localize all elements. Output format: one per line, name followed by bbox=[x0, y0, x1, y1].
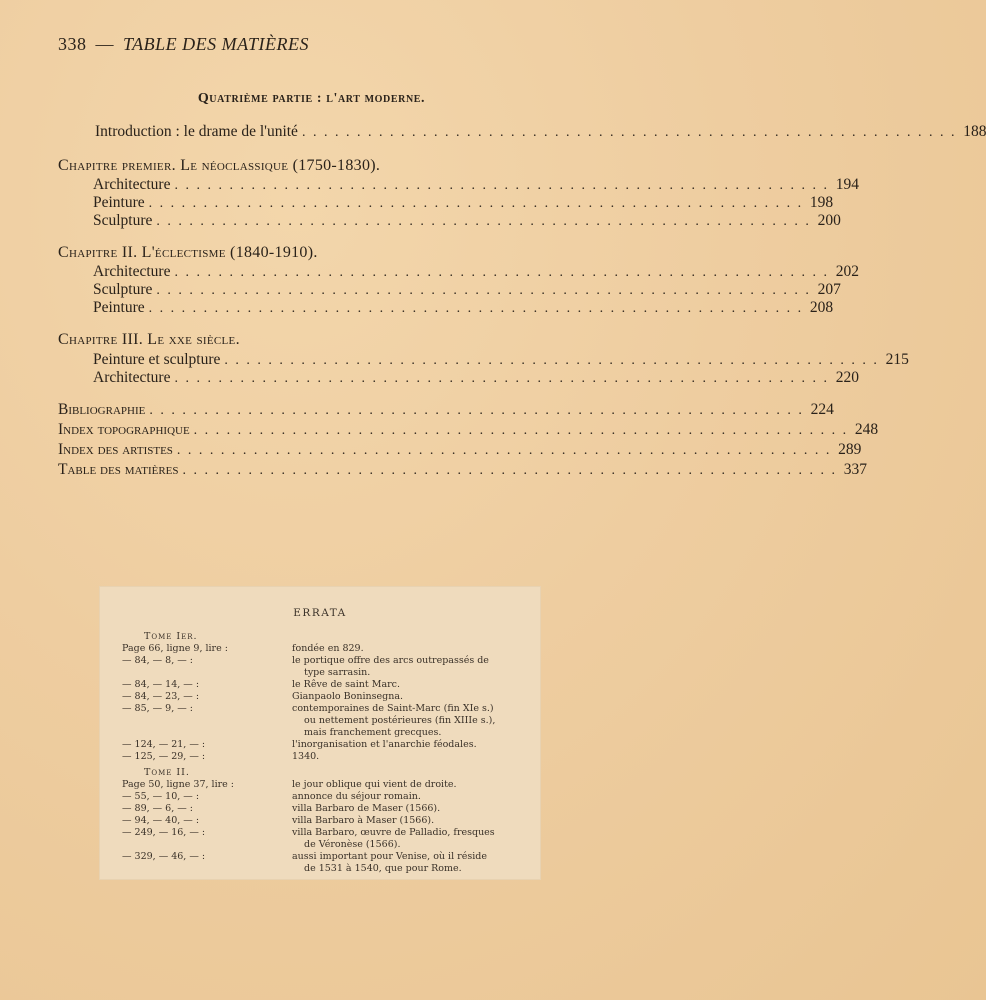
errata-row bbox=[122, 827, 532, 839]
toc-entry-bibliographie bbox=[58, 400, 834, 420]
toc-entry-page: 207 bbox=[817, 281, 841, 298]
toc-entry bbox=[93, 193, 834, 213]
toc-leader-dots: . . . . . . . . . . . . . . . . . . . . . . . . . . . . . . . . . . . . . . . . . . . . . . . . . . . . . . . . . . . . bbox=[301, 125, 957, 140]
errata-row bbox=[122, 791, 532, 803]
errata-ref: — 125, — 29, — : bbox=[122, 751, 206, 762]
toc-entry-page: 194 bbox=[835, 176, 859, 193]
toc-leader-dots: . . . . . . . . . . . . . . . . . . . . . . . . . . . . . . . . . . . . . . . . . . . . . . . . . . . . . . . . . . . . bbox=[174, 371, 829, 386]
toc-entry-page: 248 bbox=[854, 421, 879, 438]
errata-text: le jour oblique qui vient de droite. bbox=[292, 779, 457, 790]
errata-text: 1340. bbox=[292, 751, 320, 762]
errata-ref: — 84, — 8, — : bbox=[122, 655, 193, 666]
errata-row bbox=[122, 863, 532, 875]
toc-leader-dots: . . . . . . . . . . . . . . . . . . . . . . . . . . . . . . . . . . . . . . . . . . . . . . . . . . . . . . . . . . . . bbox=[224, 353, 879, 368]
errata-slip bbox=[100, 587, 540, 879]
chapter-title: Chapitre premier. Le néoclassique (1750-1830). bbox=[58, 157, 381, 174]
toc-entry-index-artistes bbox=[58, 440, 862, 460]
toc-leader-dots: . . . . . . . . . . . . . . . . . . . . . . . . . . . . . . . . . . . . . . . . . . . . . . . . . . . . . . . . . . . . bbox=[176, 443, 832, 458]
toc-entry-label: Architecture bbox=[93, 176, 171, 193]
errata-ref: — 249, — 16, — : bbox=[122, 827, 206, 838]
toc-entry-page: 220 bbox=[835, 369, 859, 386]
errata-text: villa Barbaro à Maser (1566). bbox=[292, 815, 435, 826]
errata-text: type sarrasin. bbox=[304, 667, 371, 678]
errata-row bbox=[122, 715, 532, 727]
errata-ref: — 84, — 23, — : bbox=[122, 691, 200, 702]
header-title: TABLE DES MATIÈRES bbox=[123, 34, 309, 54]
errata-text: villa Barbaro, œuvre de Palladio, fresques bbox=[292, 827, 495, 838]
toc-entry-page: 289 bbox=[838, 441, 862, 458]
part-title: Quatrième partie : l'art moderne. bbox=[197, 91, 426, 106]
errata-ref: — 85, — 9, — : bbox=[122, 703, 193, 714]
toc-entry bbox=[93, 262, 859, 282]
errata-text: villa Barbaro de Maser (1566). bbox=[292, 803, 441, 814]
chapter-title: Chapitre II. L'éclectisme (1840-1910). bbox=[58, 244, 318, 261]
toc-leader-dots: . . . . . . . . . . . . . . . . . . . . . . . . . . . . . . . . . . . . . . . . . . . . . . . . . . . . . . . . . . . . bbox=[174, 265, 829, 280]
errata-text: Gianpaolo Boninsegna. bbox=[292, 691, 404, 702]
errata-row bbox=[122, 655, 532, 667]
errata-tome-1-label: Tome Ier. bbox=[144, 631, 198, 642]
toc-entry-table-matieres bbox=[58, 460, 867, 480]
errata-row bbox=[122, 839, 532, 851]
toc-entry bbox=[93, 298, 834, 318]
errata-text: de Véronèse (1566). bbox=[304, 839, 401, 850]
errata-row bbox=[122, 727, 532, 739]
toc-leader-dots: . . . . . . . . . . . . . . . . . . . . . . . . . . . . . . . . . . . . . . . . . . . . . . . . . . . . . . . . . . . . bbox=[182, 463, 837, 478]
toc-entry-page: 215 bbox=[885, 351, 909, 368]
toc-leader-dots: . . . . . . . . . . . . . . . . . . . . . . . . . . . . . . . . . . . . . . . . . . . . . . . . . . . . . . . . . . . . bbox=[148, 301, 804, 316]
errata-row bbox=[122, 803, 532, 815]
toc-entry-page: 200 bbox=[817, 212, 841, 229]
errata-text: contemporaines de Saint-Marc (fin XIe s.) bbox=[292, 703, 494, 714]
errata-row bbox=[122, 751, 532, 763]
toc-entry-label: Peinture bbox=[93, 299, 145, 316]
toc-entry-page: 202 bbox=[835, 263, 859, 280]
toc-entry-label: Architecture bbox=[93, 369, 171, 386]
errata-text: l'inorganisation et l'anarchie féodales. bbox=[292, 739, 477, 750]
page-number: 338 bbox=[58, 34, 87, 54]
toc-entry-label: Bibliographie bbox=[58, 401, 146, 418]
toc-entry-label: Index topographique bbox=[58, 421, 190, 438]
toc-entry bbox=[93, 211, 841, 231]
errata-row bbox=[122, 667, 532, 679]
page-header bbox=[58, 34, 309, 55]
errata-ref: Page 50, ligne 37, lire : bbox=[122, 779, 234, 790]
toc-entry-label: Peinture et sculpture bbox=[93, 351, 221, 368]
toc-entry-page: 198 bbox=[809, 194, 834, 211]
toc-entry-label: Peinture bbox=[93, 194, 145, 211]
toc-entry-introduction bbox=[95, 122, 986, 142]
errata-row bbox=[122, 779, 532, 791]
errata-row bbox=[122, 679, 532, 691]
toc-entry bbox=[93, 280, 841, 300]
errata-row bbox=[122, 739, 532, 751]
toc-entry bbox=[93, 350, 909, 370]
errata-row bbox=[122, 643, 532, 655]
errata-ref: — 94, — 40, — : bbox=[122, 815, 200, 826]
toc-leader-dots: . . . . . . . . . . . . . . . . . . . . . . . . . . . . . . . . . . . . . . . . . . . . . . . . . . . . . . . . . . . . bbox=[156, 283, 811, 298]
toc-leader-dots: . . . . . . . . . . . . . . . . . . . . . . . . . . . . . . . . . . . . . . . . . . . . . . . . . . . . . . . . . . . . bbox=[148, 196, 804, 211]
errata-text: le portique offre des arcs outrepassés de bbox=[292, 655, 489, 666]
errata-ref: — 124, — 21, — : bbox=[122, 739, 206, 750]
toc-entry-page: 224 bbox=[810, 401, 834, 418]
toc-leader-dots: . . . . . . . . . . . . . . . . . . . . . . . . . . . . . . . . . . . . . . . . . . . . . . . . . . . . . . . . . . . . bbox=[174, 178, 829, 193]
toc-leader-dots: . . . . . . . . . . . . . . . . . . . . . . . . . . . . . . . . . . . . . . . . . . . . . . . . . . . . . . . . . . . . bbox=[156, 214, 811, 229]
errata-title: ERRATA bbox=[293, 607, 347, 619]
toc-entry bbox=[93, 175, 859, 195]
errata-ref: — 55, — 10, — : bbox=[122, 791, 200, 802]
errata-text: annonce du séjour romain. bbox=[292, 791, 421, 802]
errata-text: de 1531 à 1540, que pour Rome. bbox=[304, 863, 462, 874]
toc-entry-label: Architecture bbox=[93, 263, 171, 280]
toc-entry-page: 337 bbox=[843, 461, 867, 478]
toc-entry-page: 208 bbox=[809, 299, 834, 316]
errata-ref: — 84, — 14, — : bbox=[122, 679, 200, 690]
errata-ref: — 329, — 46, — : bbox=[122, 851, 206, 862]
errata-text: aussi important pour Venise, où il réside bbox=[292, 851, 487, 862]
errata-tome-2-label: Tome II. bbox=[144, 767, 190, 778]
toc-leader-dots: . . . . . . . . . . . . . . . . . . . . . . . . . . . . . . . . . . . . . . . . . . . . . . . . . . . . . . . . . . . . bbox=[149, 403, 804, 418]
errata-text: ou nettement postérieures (fin XIIIe s.), bbox=[304, 715, 496, 726]
chapter-title: Chapitre III. Le xxe siècle. bbox=[58, 331, 240, 348]
toc-entry bbox=[93, 368, 859, 388]
errata-text: fondée en 829. bbox=[292, 643, 364, 654]
header-dash: — bbox=[95, 34, 114, 54]
toc-entry-label: Index des artistes bbox=[58, 441, 173, 458]
toc-entry-index-topographique bbox=[58, 420, 879, 440]
errata-text: le Rêve de saint Marc. bbox=[292, 679, 400, 690]
errata-ref: — 89, — 6, — : bbox=[122, 803, 193, 814]
errata-text: mais franchement grecques. bbox=[304, 727, 442, 738]
errata-ref: Page 66, ligne 9, lire : bbox=[122, 643, 228, 654]
toc-entry-page: 188 bbox=[963, 123, 986, 140]
toc-entry-label: Introduction : le drame de l'unité bbox=[95, 123, 298, 140]
errata-row bbox=[122, 851, 532, 863]
errata-row bbox=[122, 703, 532, 715]
toc-leader-dots: . . . . . . . . . . . . . . . . . . . . . . . . . . . . . . . . . . . . . . . . . . . . . . . . . . . . . . . . . . . . bbox=[193, 423, 849, 438]
errata-row bbox=[122, 691, 532, 703]
toc-entry-label: Sculpture bbox=[93, 281, 153, 298]
toc-entry-label: Sculpture bbox=[93, 212, 153, 229]
errata-row bbox=[122, 815, 532, 827]
toc-entry-label: Table des matières bbox=[58, 461, 179, 478]
